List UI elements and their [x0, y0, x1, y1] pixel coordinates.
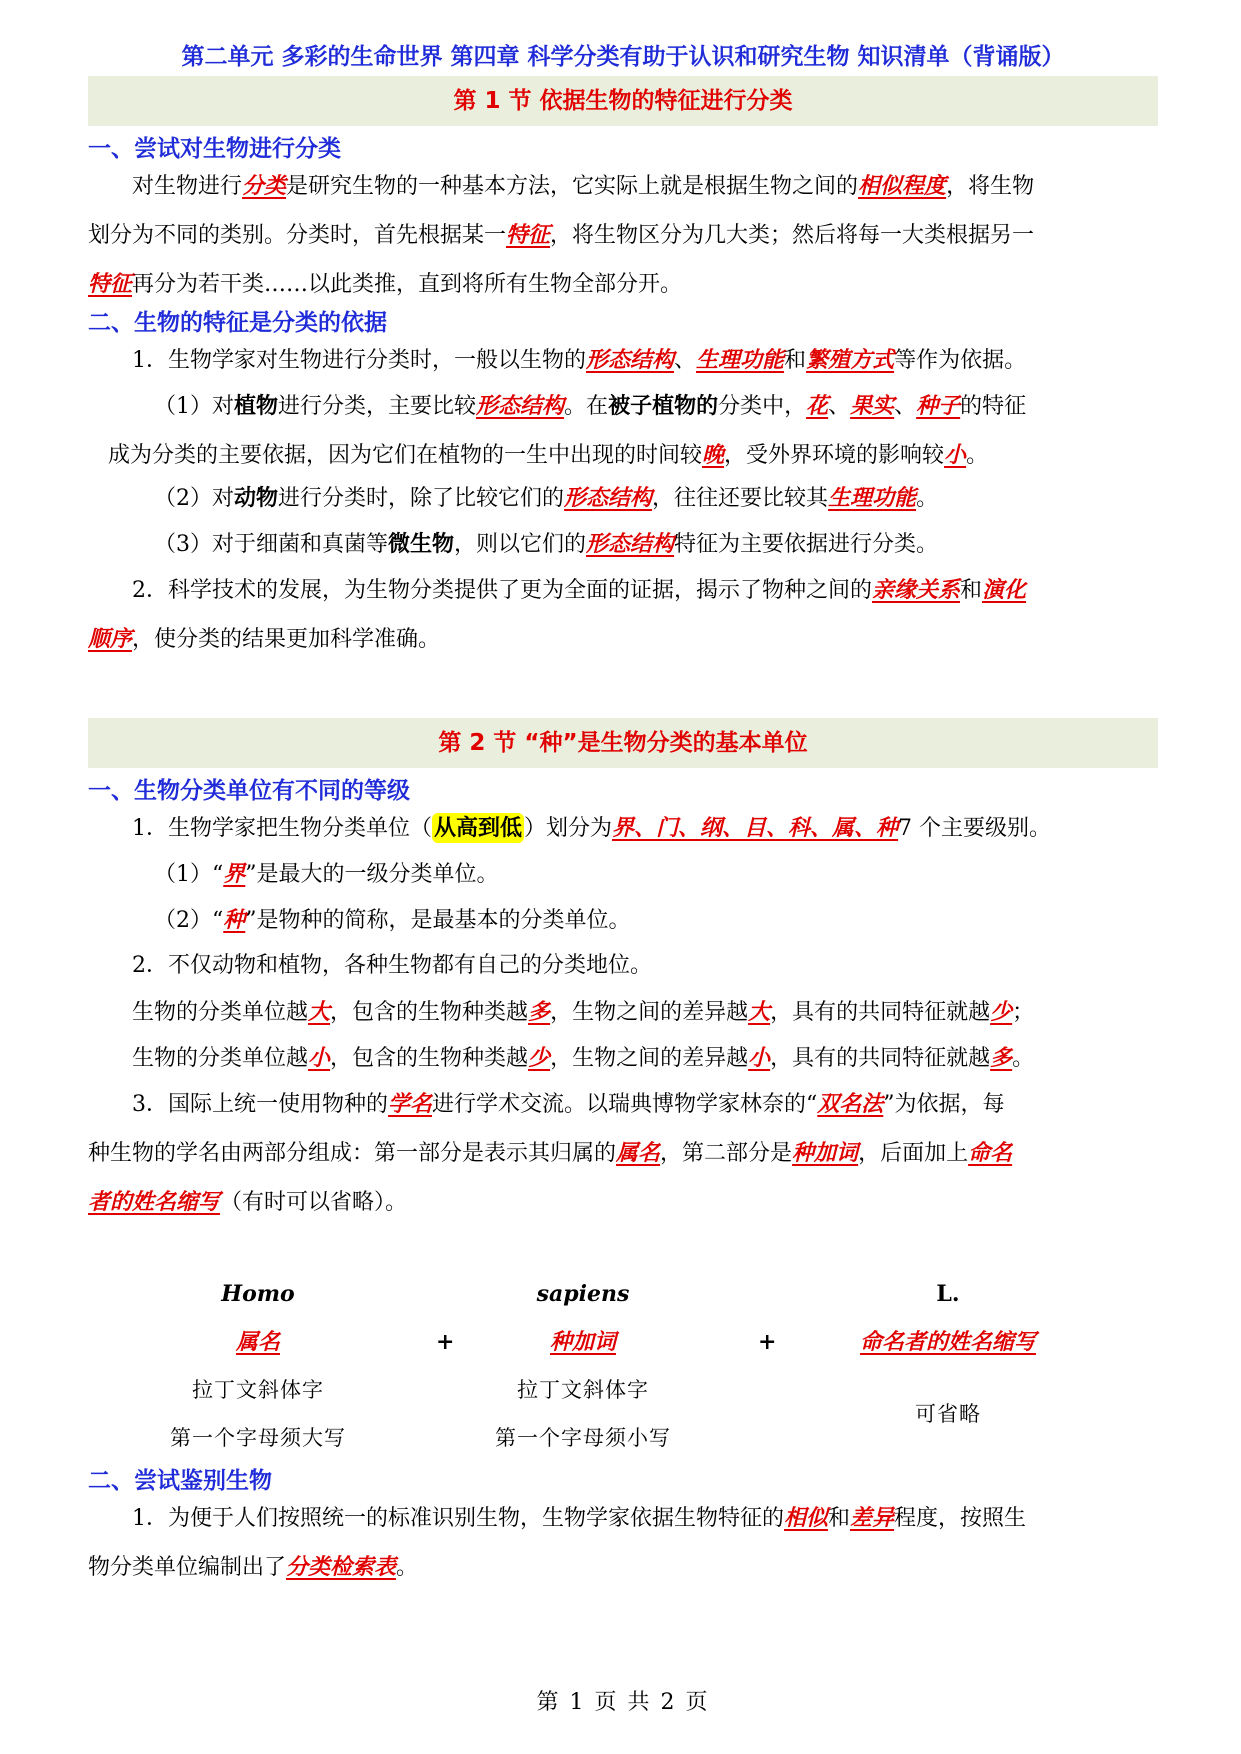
- keyword: 分类检索表: [286, 1554, 397, 1580]
- item-science-progress: 2．科学技术的发展，为生物分类提供了更为全面的证据，揭示了物种之间的亲缘关系和演化 顺序，使分类的结果更加科学准确。: [88, 577, 1027, 652]
- rule-larger-unit: 生物的分类单位越大，包含的生物种类越多，生物之间的差异越大，具有的共同特征就越少；: [132, 999, 1035, 1025]
- species-column: [478, 1270, 688, 1462]
- item-kingdom: （1）“界”是最大的一级分类单位。: [154, 861, 499, 887]
- section-2-title: 第 2 节 “种”是生物分类的基本单位: [88, 718, 1158, 768]
- keyword: 相似程度: [858, 173, 947, 199]
- keyword: 生理功能: [696, 347, 785, 373]
- keyword: 少: [528, 1045, 551, 1071]
- keyword: 学名: [388, 1091, 433, 1117]
- heading-features-basis: 二、生物的特征是分类的依据: [88, 310, 387, 336]
- keyword: 界: [223, 861, 246, 887]
- document-title: 第二单元 多彩的生命世界 第四章 科学分类有助于认识和研究生物 知识清单（背诵版）: [181, 44, 1065, 70]
- species-label: 种加词: [549, 1329, 616, 1355]
- keyword: 果实: [850, 393, 895, 419]
- highlight: 从高到低: [434, 815, 523, 841]
- author-label: 命名者的姓名缩写: [859, 1329, 1036, 1355]
- item-animal-classification: （2）对动物进行分类时，除了比较它们的形态结构，往往还要比较其生理功能。: [154, 485, 939, 511]
- keyword: 小: [308, 1045, 331, 1071]
- item-binomial-nomenclature: 3．国际上统一使用物种的学名进行学术交流。以瑞典博物学家林奈的“双名法”为依据，每 种生物的学名由两部分组成：第一部分是表示其归属的属名，第二部分是种加词，后面加上命名 者的姓名缩写（有时可以省略）。: [88, 1091, 1013, 1215]
- binomial-name-diagram: [88, 1270, 1158, 1450]
- keyword: 双名法: [817, 1091, 884, 1117]
- keyword: 特征: [506, 222, 551, 248]
- paragraph-classification-intro: 对生物进行分类是研究生物的一种基本方法，它实际上就是根据生物之间的相似程度，将生物 划分为不同的类别。分类时，首先根据某一特征，将生物区分为几大类；然后将每一大类根据另一 特征再分为若干类……以此类推，直到将所有生物全部分开。: [88, 173, 1035, 297]
- genus-label: 属名: [235, 1329, 280, 1355]
- keyword: 属名: [616, 1140, 661, 1166]
- keyword: 顺序: [88, 626, 133, 652]
- keyword: 相似: [784, 1505, 829, 1531]
- genus-latin: Homo: [221, 1281, 295, 1307]
- species-latin: sapiens: [536, 1281, 630, 1307]
- item-classification-status: 2．不仅动物和植物，各种生物都有自己的分类地位。: [132, 953, 652, 978]
- rule-smaller-unit: 生物的分类单位越小，包含的生物种类越少，生物之间的差异越小，具有的共同特征就越多。: [132, 1045, 1035, 1071]
- plus-sign: +: [758, 1329, 777, 1355]
- keyword: 繁殖方式: [806, 347, 895, 373]
- item-classification-units: 1．生物学家把生物分类单位（从高到低）划分为界、门、纲、目、科、属、种7 个主要级别。: [132, 815, 1052, 841]
- keyword: 种子: [916, 393, 961, 419]
- item-microbe-classification: （3）对于细菌和真菌等微生物，则以它们的形态结构特征为主要依据进行分类。: [154, 531, 939, 557]
- keyword: 多: [990, 1045, 1013, 1071]
- species-note-italic: 拉丁文斜体字: [517, 1378, 649, 1402]
- keyword: 小: [944, 442, 967, 468]
- author-note: 可省略: [915, 1402, 981, 1426]
- heading-identify-organisms: 二、尝试鉴别生物: [88, 1468, 272, 1494]
- keyword: 大: [308, 999, 331, 1025]
- keyword: 差异: [850, 1505, 895, 1531]
- author-column: [828, 1270, 1068, 1462]
- keyword: 形态结构: [586, 347, 675, 373]
- keyword: 生理功能: [828, 485, 917, 511]
- page-number: 第 1 页 共 2 页: [536, 1690, 710, 1715]
- keyword: 多: [528, 999, 551, 1025]
- item-classification-basis: 1．生物学家对生物进行分类时，一般以生物的形态结构、生理功能和繁殖方式等作为依据。: [132, 347, 1027, 373]
- keyword: 亲缘关系: [872, 577, 961, 603]
- keyword: 大: [748, 999, 771, 1025]
- genus-column: [158, 1270, 358, 1462]
- author-latin: L.: [936, 1281, 960, 1307]
- heading-classification-levels: 一、生物分类单位有不同的等级: [88, 778, 410, 804]
- plus-sign: +: [436, 1329, 455, 1355]
- keyword: 少: [990, 999, 1013, 1025]
- keyword: 演化: [982, 577, 1027, 603]
- keyword: 分类: [242, 173, 287, 199]
- keyword: 特征: [88, 271, 133, 297]
- section-1-title: 第 1 节 依据生物的特征进行分类: [88, 76, 1158, 126]
- keyword: 种: [223, 907, 246, 933]
- item-plant-classification: （1）对植物进行分类，主要比较形态结构。在被子植物的分类中，花、果实、种子的特征 成为分类的主要依据，因为它们在植物的一生中出现的时间较晚，受外界环境的影响较小。: [108, 393, 1027, 468]
- item-species: （2）“种”是物种的简称，是最基本的分类单位。: [154, 907, 631, 933]
- keyword: 界、门、纲、目、科、属、种: [612, 815, 899, 841]
- keyword: 命名: [968, 1140, 1013, 1166]
- keyword: 形态结构: [476, 393, 565, 419]
- heading-try-classify: 一、尝试对生物进行分类: [88, 136, 341, 162]
- keyword: 形态结构: [564, 485, 653, 511]
- keyword: 花: [806, 393, 829, 419]
- keyword: 形态结构: [586, 531, 675, 557]
- keyword: 种加词: [792, 1140, 859, 1166]
- keyword: 者的姓名缩写: [88, 1189, 221, 1215]
- species-note-lowercase: 第一个字母须小写: [495, 1426, 671, 1450]
- genus-note-capital: 第一个字母须大写: [170, 1426, 346, 1450]
- genus-note-italic: 拉丁文斜体字: [192, 1378, 324, 1402]
- keyword: 晚: [702, 442, 725, 468]
- keyword: 小: [748, 1045, 771, 1071]
- item-identification-key: 1．为便于人们按照统一的标准识别生物，生物学家依据生物特征的相似和差异程度，按照生 物分类单位编制出了分类检索表。: [88, 1505, 1027, 1580]
